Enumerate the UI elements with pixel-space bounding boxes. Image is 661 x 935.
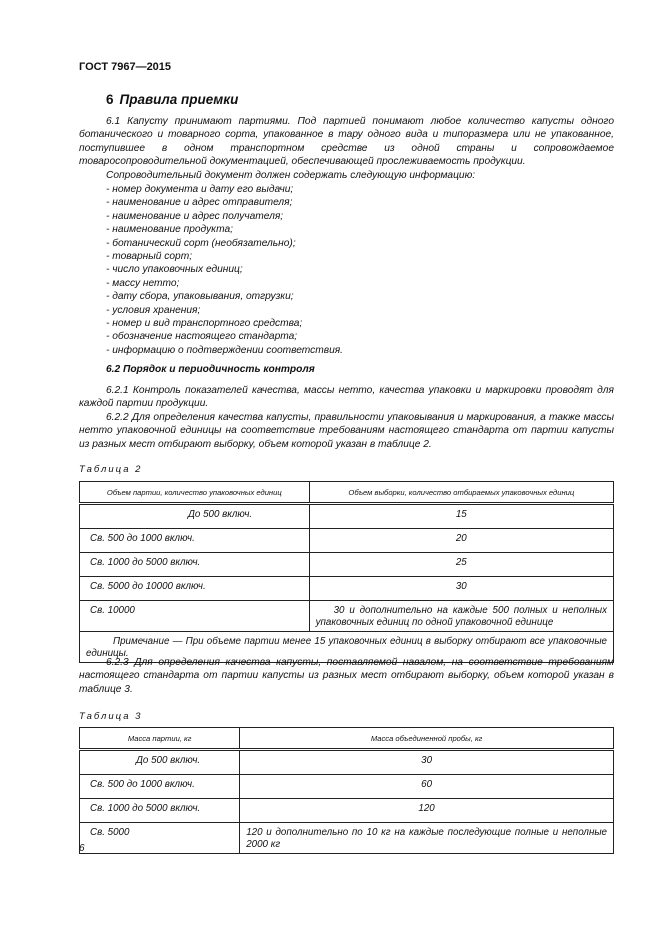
table-cell: 30 [309,577,613,601]
table-row [80,553,614,577]
paragraph-6-1 [79,115,614,182]
paragraph-text: Сопроводительный документ должен содержать следующую информацию: [106,169,476,181]
table-cell: Св. 1000 до 5000 включ. [80,553,310,577]
info-list [106,183,343,357]
list-item: - массу нетто; [106,277,180,289]
table-row [80,577,614,601]
list-item: - товарный сорт; [106,251,193,263]
page-number: 6 [79,843,85,854]
table-3 [79,727,614,854]
table-cell: Св. 5000 до 10000 включ. [80,577,310,601]
table-cell: До 500 включ. [80,504,310,529]
paragraph-6-2 [79,384,614,451]
table-cell: 30 и дополнительно на каждые 500 полных и неполных упаковочных единиц по одной упаковочной единице [309,601,613,632]
table-cell: До 500 включ. [80,750,240,775]
table-row [80,750,614,775]
section-number: 6 [106,92,114,107]
list-item: - номер и вид транспортного средства; [106,318,303,330]
table-cell: 30 [240,750,614,775]
table-2-caption: Таблица 2 [79,464,143,475]
table-row [80,823,614,854]
table-cell: 60 [240,775,614,799]
paragraph-text: 6.2.1 Контроль показателей качества, массы нетто, качества упаковки и маркировки проводят для каждой партии продукции. [79,385,614,410]
section-heading [106,92,238,107]
list-item: - наименование и адрес получателя; [106,210,284,222]
table-cell: 20 [309,529,613,553]
table-cell: Св. 500 до 1000 включ. [80,775,240,799]
list-item: - наименование и адрес отправителя; [106,197,293,209]
table-3-caption: Таблица 3 [79,711,143,722]
table-cell: 120 [240,799,614,823]
list-item: - наименование продукта; [106,224,233,236]
list-item: - обозначение настоящего стандарта; [106,331,298,343]
paragraph-text: 6.2.2 Для определения качества капусты, правильности упаковывания и маркирования, а также массы нетто упаковочной единицы на соответствие требованиям настоящего стандарта от партии капусты из разных мест отбирают выборку, объем которой указан в таблице 2. [79,411,614,450]
column-header: Объем партии, количество упаковочных единиц [80,482,310,504]
paragraph-text: 6.2.3 Для определения качества капусты, поставляемой навалом, на соответствие требованиям настоящего стандарта от партии капусты из разных мест отбирают выборку, объем которой указан в таблице 3. [79,657,614,695]
document-header: ГОСТ 7967—2015 [79,61,172,73]
table-cell: Св. 1000 до 5000 включ. [80,799,240,823]
list-item: - информацию о подтверждении соответствия. [106,344,344,356]
section-title: Правила приемки [119,92,239,107]
table-cell: Св. 5000 [80,823,240,854]
table-cell: Св. 500 до 1000 включ. [80,529,310,553]
table-cell: 15 [309,504,613,529]
column-header: Масса объединенной пробы, кг [240,728,614,750]
table-cell: 25 [309,553,613,577]
column-header: Объем выборки, количество отбираемых упаковочных единиц [309,482,613,504]
column-header: Масса партии, кг [80,728,240,750]
table-2 [79,481,614,663]
table-row [80,775,614,799]
table-cell: Св. 10000 [80,601,310,632]
list-item: - дату сбора, упаковывания, отгрузки; [106,291,294,303]
table-row [80,601,614,632]
list-item: - условия хранения; [106,304,201,316]
paragraph-6-2-3 [79,656,614,696]
table-row [80,799,614,823]
list-item: - номер документа и дату его выдачи; [106,184,294,195]
paragraph-text: 6.1 Капусту принимают партиями. Под партией понимают любое количество капусты одного ботанического и товарного сорта, упакованное в тару одного вида и типоразмера или не упакованное, поступившее в одном транспортном средстве из одной страны и сопровождаемое товаросопроводительной документацией, обеспечивающей прослеживаемость продукции. [79,116,614,168]
table-row [80,529,614,553]
subsection-heading-6-2: 6.2 Порядок и периодичность контроля [106,364,315,375]
table-note: Примечание — При объеме партии менее 15 упаковочных единиц в выборку отбирают все упаковочные единицы. [80,632,614,663]
list-item: - число упаковочных единиц; [106,264,243,276]
table-cell: 120 и дополнительно по 10 кг на каждые последующие полные и неполные 2000 кг [240,823,614,854]
list-item: - ботанический сорт (необязательно); [106,237,296,249]
table-row [80,504,614,529]
